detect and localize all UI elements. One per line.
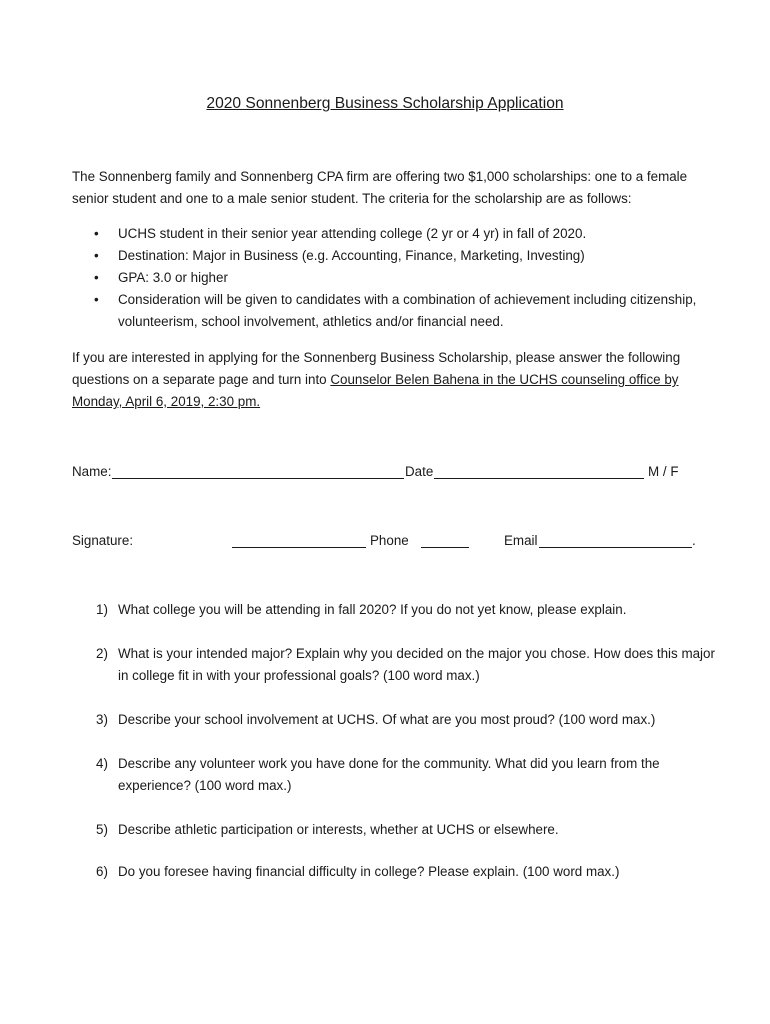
signature-field-line[interactable] xyxy=(232,547,366,548)
question-item: 6) Do you foresee having financial difficulty in college? Please explain. (100 word max.) xyxy=(96,861,716,883)
intro-paragraph: The Sonnenberg family and Sonnenberg CPA firm are offering two $1,000 scholarships: one to a female senior student and one to a male senior student. The criteria for the scholarship are as follows: xyxy=(72,169,688,206)
question-item: 1) What college you will be attending in fall 2020? If you do not yet know, please explain. xyxy=(96,599,716,621)
criteria-item: • Consideration will be given to candidates with a combination of achievement including citizenship, volunteerism, school involvement, athletics and/or financial need. xyxy=(72,289,712,333)
criteria-item: • Destination: Major in Business (e.g. Accounting, Finance, Marketing, Investing) xyxy=(72,245,712,267)
date-label: Date xyxy=(405,464,434,479)
phone-field-line[interactable] xyxy=(421,547,469,548)
bullet-icon: • xyxy=(94,292,99,307)
bullet-icon: • xyxy=(94,226,99,241)
gender-options[interactable]: M / F xyxy=(648,464,679,479)
signature-label: Signature: xyxy=(72,533,134,548)
document-title: 2020 Sonnenberg Business Scholarship Application xyxy=(206,95,564,112)
name-field-line[interactable] xyxy=(112,478,404,479)
criteria-list xyxy=(72,223,712,333)
phone-label: Phone xyxy=(370,533,409,548)
signature-phone-email-row xyxy=(72,530,702,552)
question-item: 3) Describe your school involvement at UCHS. Of what are you most proud? (100 word max.) xyxy=(96,709,716,731)
question-number: 1) xyxy=(96,602,108,617)
bullet-icon: • xyxy=(94,248,99,263)
application-instructions: If you are interested in applying for the Sonnenberg Business Scholarship, please answer the following questions on a separate page and turn into Counselor Belen Bahena in the UCHS counseling office by Monday, April 6, 2019, 2:30 pm. xyxy=(72,350,681,409)
question-number: 4) xyxy=(96,756,108,771)
name-label: Name: xyxy=(72,464,112,479)
deadline-instructions: Counselor Belen Bahena in the UCHS counseling office by Monday, April 6, 2019, 2:30 pm. xyxy=(72,372,679,409)
bullet-icon: • xyxy=(94,270,99,285)
questions-list xyxy=(96,599,716,883)
criteria-item: • GPA: 3.0 or higher xyxy=(72,267,712,289)
question-item: 2) What is your intended major? Explain why you decided on the major you chose. How does this major in college fit in with your professional goals? (100 word max.) xyxy=(96,643,716,687)
question-number: 5) xyxy=(96,822,108,837)
question-number: 6) xyxy=(96,864,108,879)
date-field-line[interactable] xyxy=(434,478,644,479)
question-item: 5) Describe athletic participation or interests, whether at UCHS or elsewhere. xyxy=(96,819,716,841)
question-item: 4) Describe any volunteer work you have done for the community. What did you learn from the experience? (100 word max.) xyxy=(96,753,716,797)
question-number: 2) xyxy=(96,646,108,661)
email-label: Email xyxy=(504,533,538,548)
criteria-item: • UCHS student in their senior year attending college (2 yr or 4 yr) in fall of 2020. xyxy=(72,223,712,245)
email-end-mark: . xyxy=(692,533,696,548)
name-date-row xyxy=(72,461,702,483)
question-number: 3) xyxy=(96,712,108,727)
email-field-line[interactable] xyxy=(539,547,692,548)
